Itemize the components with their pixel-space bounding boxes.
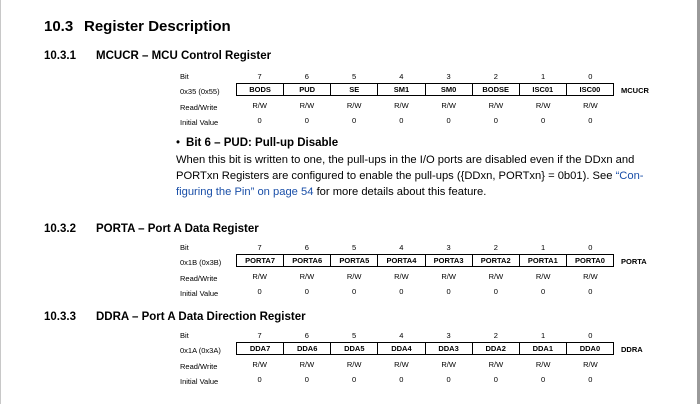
bit-cell: PUD — [283, 84, 330, 95]
bit-cell: ISC01 — [519, 84, 566, 95]
init-label: Initial Value — [180, 289, 219, 298]
para-line-2 — [176, 168, 676, 184]
rw-row — [236, 272, 614, 281]
register-name: DDRA — [621, 345, 643, 354]
rw-value: R/W — [299, 360, 315, 369]
bit-number: 5 — [352, 72, 357, 81]
bit-cell: PORTA5 — [330, 255, 377, 266]
bit-number: 7 — [257, 243, 262, 252]
init-value: 0 — [588, 287, 593, 296]
init-value: 0 — [446, 375, 451, 384]
section-title: Register Description — [84, 18, 231, 35]
para-text: for more details about this feature. — [313, 186, 487, 198]
rw-row — [236, 360, 614, 369]
config-pin-link[interactable]: “Con- — [615, 170, 644, 182]
rw-value: R/W — [252, 101, 267, 110]
bit-cell-row — [236, 83, 614, 96]
bit-number: 2 — [493, 72, 498, 81]
para-line-1: When this bit is written to one, the pull-ups in the I/O ports are disabled even if the DDxn and — [176, 154, 635, 166]
subsection-title: DDRA – Port A Data Direction Register — [96, 311, 306, 323]
bit-cell: DDA1 — [519, 343, 566, 354]
bit-number: 1 — [541, 243, 546, 252]
bit-number: 3 — [446, 331, 451, 340]
rw-value: R/W — [299, 101, 315, 110]
bit-number: 2 — [493, 331, 498, 340]
section-heading — [44, 18, 231, 35]
bit-number: 3 — [446, 243, 451, 252]
init-value: 0 — [352, 287, 357, 296]
init-row — [236, 287, 614, 296]
init-value: 0 — [352, 375, 357, 384]
bit-label: Bit — [180, 72, 189, 81]
subsection-number: 10.3.1 — [44, 50, 76, 62]
init-value: 0 — [352, 116, 357, 125]
register-table-porta — [180, 243, 660, 307]
init-value: 0 — [257, 116, 262, 125]
rw-value: R/W — [346, 101, 362, 110]
bit-cell: PORTA2 — [472, 255, 519, 266]
bit-number: 3 — [446, 72, 451, 81]
rw-value: R/W — [583, 101, 598, 110]
bit-number: 0 — [588, 331, 593, 340]
bit-number: 4 — [399, 331, 404, 340]
bit-number: 5 — [352, 243, 357, 252]
rw-value: R/W — [535, 272, 551, 281]
rw-row — [236, 101, 614, 110]
para-text: PORTxn Registers are configured to enable the pull-ups ({DDxn, PORTxn} = 0b01). See — [176, 170, 616, 182]
rw-value: R/W — [583, 272, 598, 281]
init-value: 0 — [588, 375, 593, 384]
init-value: 0 — [588, 116, 593, 125]
bit-number: 7 — [257, 72, 262, 81]
bit-number: 7 — [257, 331, 262, 340]
bit-number: 2 — [493, 243, 498, 252]
rw-value: R/W — [346, 272, 362, 281]
init-row — [236, 116, 614, 125]
bit-number: 1 — [541, 72, 546, 81]
subsection-heading-porta — [44, 223, 259, 235]
bit-number: 4 — [399, 72, 404, 81]
init-row — [236, 375, 614, 384]
bit-number: 0 — [588, 243, 593, 252]
bit-cell: DDA6 — [283, 343, 330, 354]
rw-value: R/W — [441, 272, 456, 281]
bit-number: 0 — [588, 72, 593, 81]
address-label: 0x1A (0x3A) — [180, 346, 221, 355]
subsection-number: 10.3.3 — [44, 311, 76, 323]
bit-cell: SM0 — [425, 84, 472, 95]
rw-value: R/W — [346, 360, 362, 369]
bit-cell: DDA3 — [425, 343, 472, 354]
init-value: 0 — [399, 116, 404, 125]
bit-cell: PORTA6 — [283, 255, 330, 266]
subsection-number: 10.3.2 — [44, 223, 76, 235]
bit-cell: BODSE — [472, 84, 519, 95]
rw-value: R/W — [488, 101, 504, 110]
subsection-title: PORTA – Port A Data Register — [96, 223, 259, 235]
rw-value: R/W — [441, 101, 456, 110]
bit6-title: Bit 6 – PUD: Pull-up Disable — [186, 137, 339, 149]
rw-value: R/W — [583, 360, 598, 369]
bit-cell: DDA7 — [249, 344, 271, 353]
subsection-title: MCUCR – MCU Control Register — [96, 50, 272, 62]
address-label: 0x35 (0x55) — [180, 87, 220, 96]
rw-label: Read/Write — [180, 103, 218, 112]
bit-cell-row — [236, 342, 614, 355]
bit-number-row — [236, 72, 614, 82]
bit-number: 6 — [304, 331, 309, 340]
bit-cell: PORTA7 — [245, 256, 275, 265]
register-name: PORTA — [621, 257, 647, 266]
init-value: 0 — [399, 287, 404, 296]
register-name: MCUCR — [621, 86, 649, 95]
rw-label: Read/Write — [180, 362, 218, 371]
init-value: 0 — [257, 375, 262, 384]
bit-cell: PORTA4 — [377, 255, 424, 266]
init-value: 0 — [493, 375, 498, 384]
register-table-ddra — [180, 331, 660, 395]
bit6-heading — [176, 137, 338, 149]
subsection-heading-ddra — [44, 311, 306, 323]
bit-number: 6 — [304, 72, 309, 81]
bit6-description — [176, 152, 676, 200]
subsection-heading-mcucr — [44, 50, 271, 62]
rw-value: R/W — [299, 272, 315, 281]
bit-cell: SM1 — [377, 84, 424, 95]
rw-value: R/W — [252, 360, 267, 369]
init-value: 0 — [304, 116, 309, 125]
bit-cell: DDA5 — [330, 343, 377, 354]
init-value: 0 — [304, 375, 309, 384]
init-label: Initial Value — [180, 377, 219, 386]
rw-value: R/W — [488, 360, 504, 369]
bit-cell: DDA4 — [377, 343, 424, 354]
rw-value: R/W — [394, 272, 409, 281]
bit-number: 6 — [304, 243, 309, 252]
rw-value: R/W — [488, 272, 504, 281]
bit-cell: PORTA1 — [519, 255, 566, 266]
bit-number-row — [236, 331, 614, 341]
bit-cell: PORTA3 — [425, 255, 472, 266]
init-value: 0 — [541, 116, 546, 125]
section-number: 10.3 — [44, 18, 74, 35]
init-value: 0 — [399, 375, 404, 384]
rw-label: Read/Write — [180, 274, 218, 283]
register-table-mcucr — [180, 72, 660, 136]
bit-cell: SE — [330, 84, 377, 95]
init-value: 0 — [446, 287, 451, 296]
bit-label: Bit — [180, 331, 189, 340]
rw-value: R/W — [252, 272, 267, 281]
bit-number: 4 — [399, 243, 404, 252]
bit-cell: BODS — [249, 85, 271, 94]
page-border-left — [0, 0, 1, 404]
config-pin-link-cont[interactable]: figuring the Pin” on page 54 — [176, 186, 314, 198]
rw-value: R/W — [535, 101, 551, 110]
init-value: 0 — [257, 287, 262, 296]
bit-cell: DDA2 — [472, 343, 519, 354]
bit-number-row — [236, 243, 614, 253]
rw-value: R/W — [394, 360, 409, 369]
bit-cell: ISC00 — [566, 84, 613, 95]
rw-value: R/W — [441, 360, 456, 369]
rw-value: R/W — [535, 360, 551, 369]
bit-number: 5 — [352, 331, 357, 340]
bit-cell: PORTA0 — [566, 255, 613, 266]
init-value: 0 — [446, 116, 451, 125]
init-value: 0 — [304, 287, 309, 296]
init-value: 0 — [493, 287, 498, 296]
para-line-3 — [176, 184, 676, 200]
address-label: 0x1B (0x3B) — [180, 258, 222, 267]
init-value: 0 — [541, 375, 546, 384]
bit-cell: DDA0 — [566, 343, 613, 354]
rw-value: R/W — [394, 101, 409, 110]
bit-number: 1 — [541, 331, 546, 340]
bullet-icon: • — [176, 137, 181, 149]
init-value: 0 — [541, 287, 546, 296]
bit-label: Bit — [180, 243, 189, 252]
init-label: Initial Value — [180, 118, 219, 127]
bit-cell-row — [236, 254, 614, 267]
init-value: 0 — [493, 116, 498, 125]
